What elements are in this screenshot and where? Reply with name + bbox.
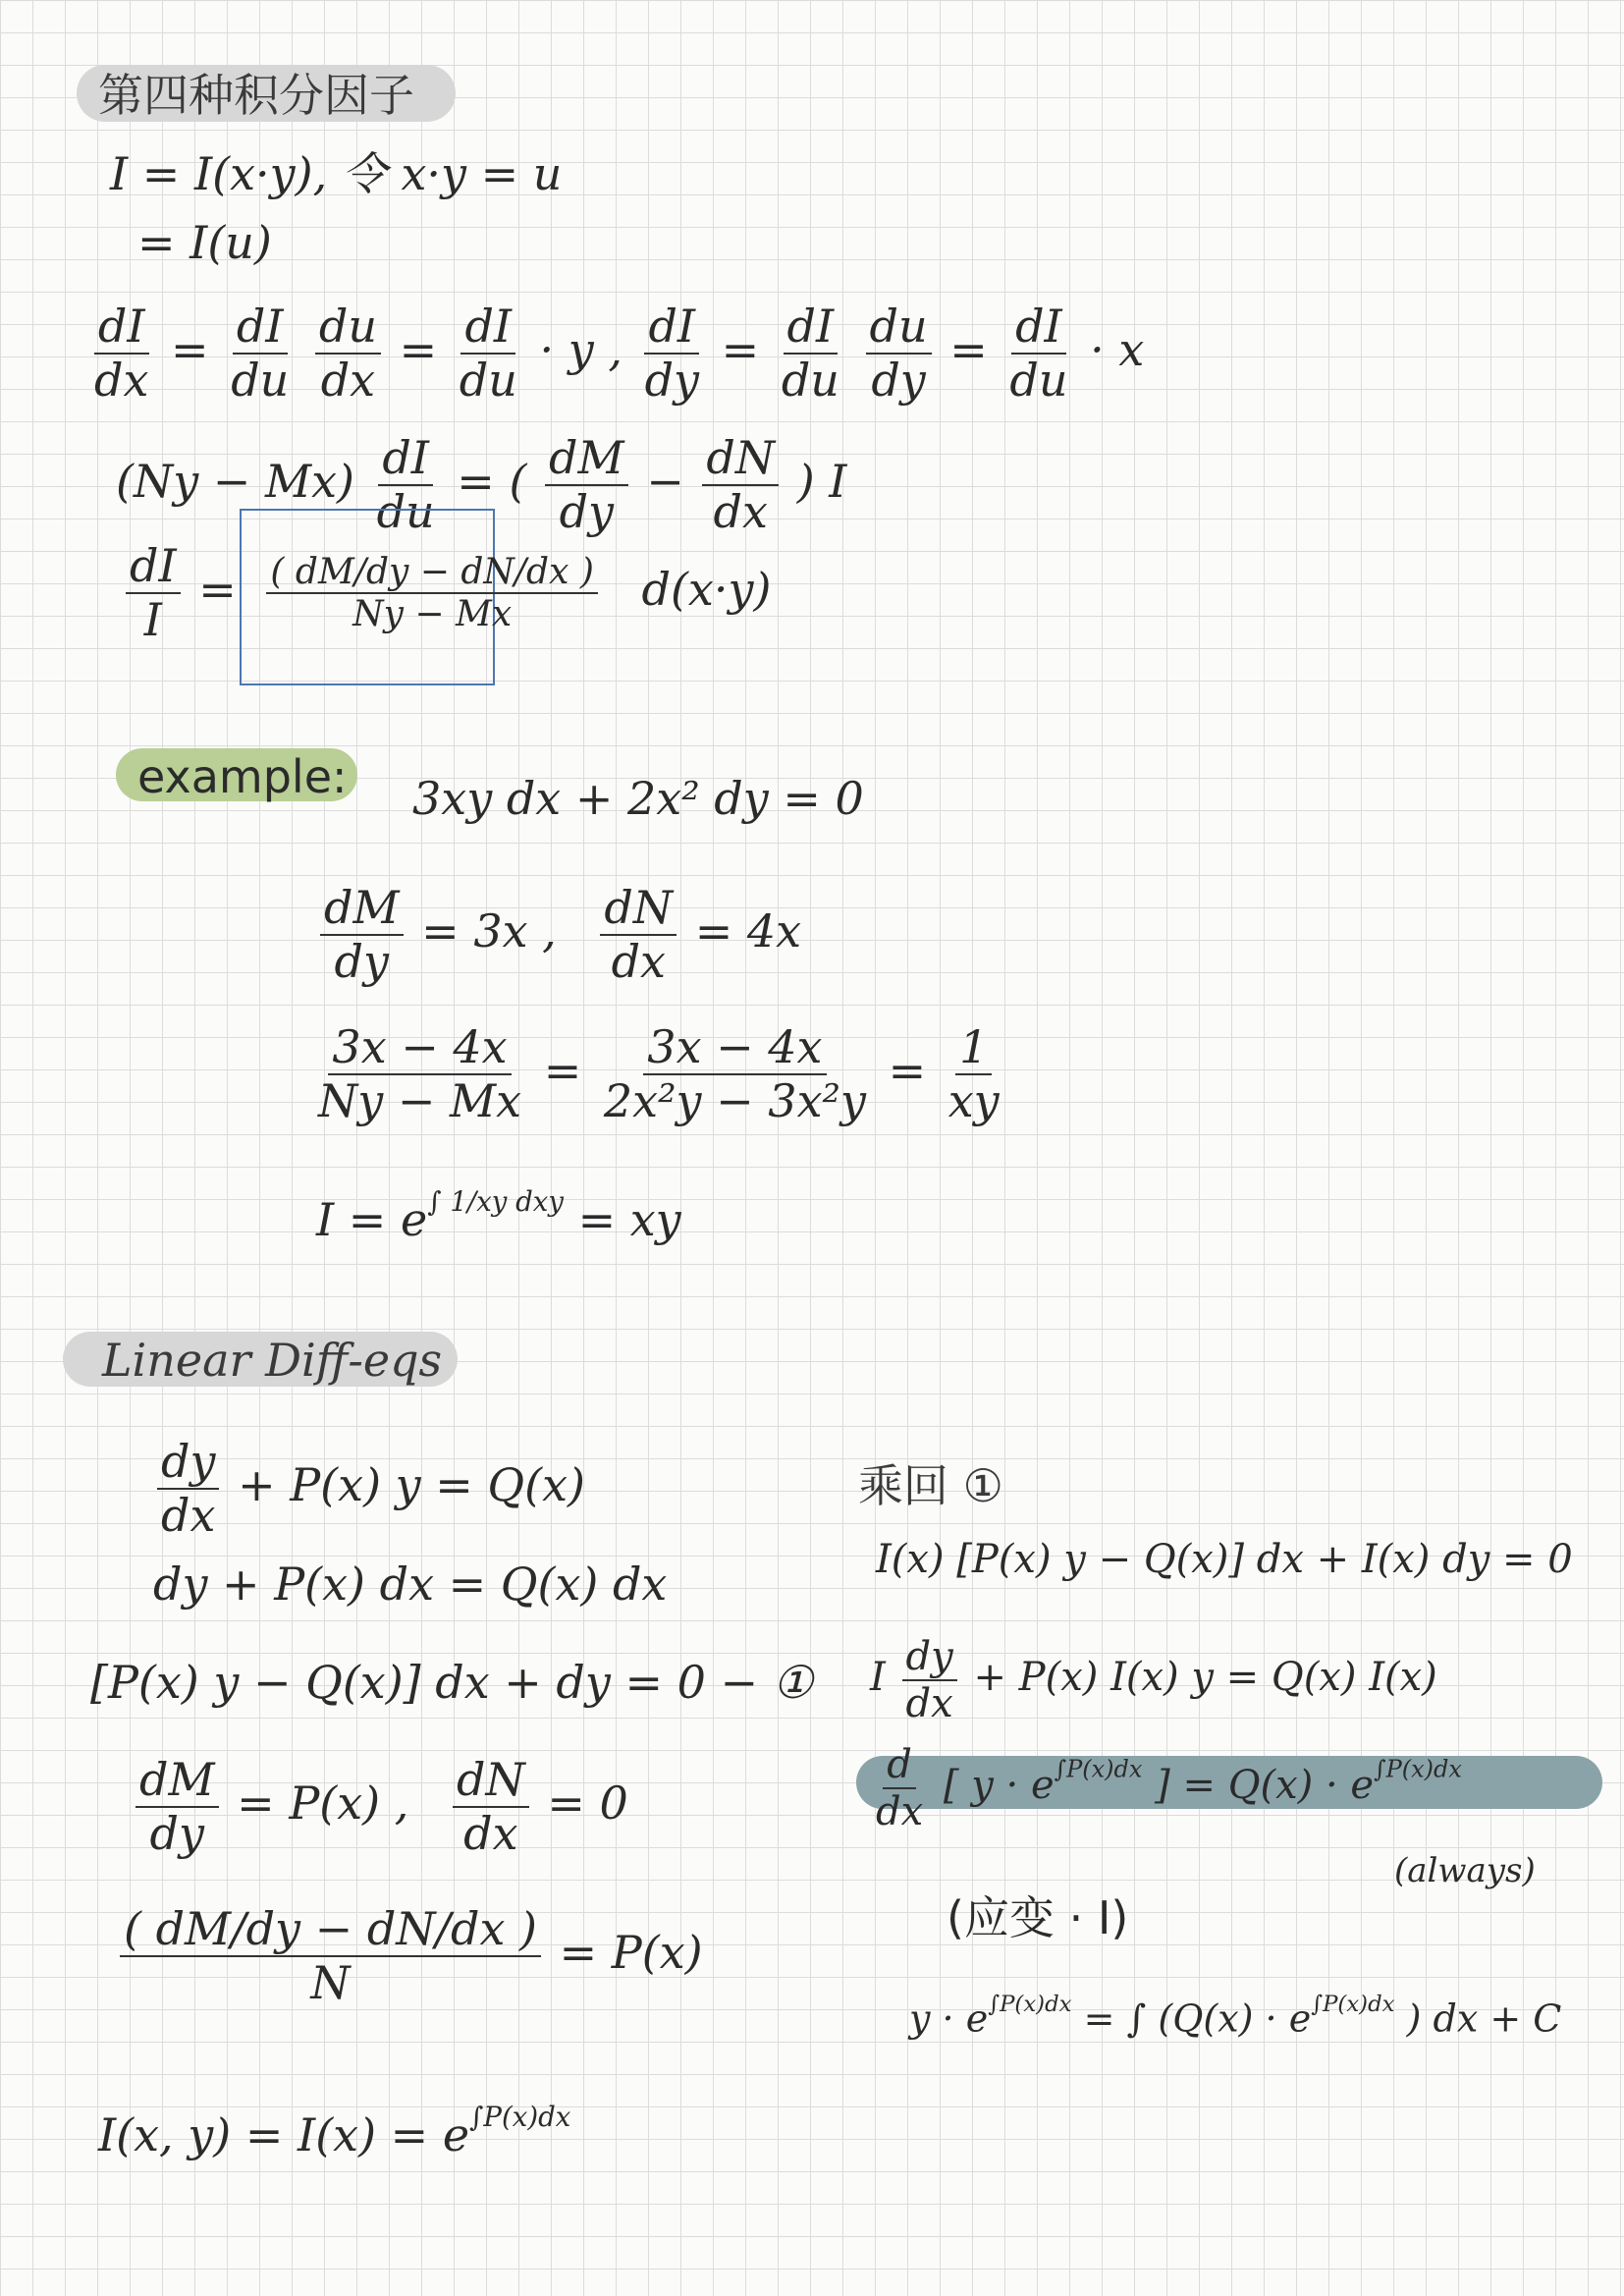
general-solution: $y \cdot e^{\int P(x)dx}$ = ∫ ($Q(x) \cdot e^{\int P(x)dx}$ ) dx + C <box>909 1992 1562 2041</box>
remark-note: (应变 · I) <box>947 1891 1129 1944</box>
always-note: (always) <box>1394 1851 1536 1890</box>
example-result: $I = e^{\int 1/xy dxy}$ = xy <box>316 1185 681 1246</box>
multiply-back-heading: 乘回 ① <box>858 1459 1003 1512</box>
section-heading-integrating-factor: 第四种积分因子 <box>98 69 414 122</box>
linear-differential-form: dy + P(x) dx = Q(x) dx <box>153 1558 668 1611</box>
linear-partials: $\frac{dM}{dy}$ = P(x) , $\frac{dN}{dx}$ = 0 <box>132 1754 628 1860</box>
example-partials: $\frac{dM}{dy}$ = 3x , $\frac{dN}{dx}$ = 4x <box>316 882 801 988</box>
boxed-formula-line: $\frac{dI}{I}$ = $\frac{( dM/dy - dN/dx )}{Ny - Mx}$ d(x·y) <box>122 540 771 646</box>
substitution-line: = I(u) <box>137 216 272 269</box>
linear-eq-one: [P(x) y − Q(x)] dx + dy = 0 − ① <box>90 1656 813 1709</box>
example-label: example: <box>137 750 348 803</box>
example-ratio: $\frac{3x - 4x}{Ny - Mx}$ = $\frac{3x - 4x}{\text{2x²y − 3x²y}}$ = $\frac{1}{xy}$ <box>318 1020 1000 1127</box>
multiplied-equation: I(x) [P(x) y − Q(x)] dx + I(x) dy = 0 <box>876 1537 1573 1582</box>
multiplied-standard: I $\frac{dy}{dx}$ + P(x) I(x) y = Q(x) I(x) <box>870 1634 1437 1726</box>
linear-ratio: $\frac{( dM/dy - dN/dx )}{N}$ = P(x) <box>116 1903 703 2009</box>
section-heading-linear: Linear Diff-eqs <box>102 1334 443 1387</box>
chain-rule-line: $\frac{dI}{dx}$ = $\frac{dI}{du}$ $\frac{du}{dx}$ = $\frac{dI}{du}$ · y , $\frac{dI}{dy}$ = $\frac{dI}{du}$ $\frac{du}{dy}$ = $\frac{dI}{du}$ · x <box>86 301 1144 407</box>
fraction-dI-dx: $\frac{dI}{dx}$ <box>94 300 149 407</box>
definition-line: I = I(x·y), 令 x·y = u <box>110 147 563 200</box>
ode-line: (Ny − Mx) $\frac{dI}{du}$ = ( $\frac{dM}{dy}$ − $\frac{dN}{dx}$ ) I <box>116 431 847 538</box>
key-result-line: $\frac{d}{dx}$ [ $y \cdot e^{\int P(x)dx}$ ] = $Q(x) \cdot e^{\int P(x)dx}$ <box>876 1742 1462 1834</box>
integrating-factor-result: I(x, $y) = I(x) = e^{\int P(x)dx}$ <box>98 2101 571 2161</box>
linear-standard-form: $\frac{dy}{dx}$ + P(x) y = Q(x) <box>153 1436 585 1542</box>
example-equation: 3xy dx + 2x² dy = 0 <box>412 772 864 825</box>
